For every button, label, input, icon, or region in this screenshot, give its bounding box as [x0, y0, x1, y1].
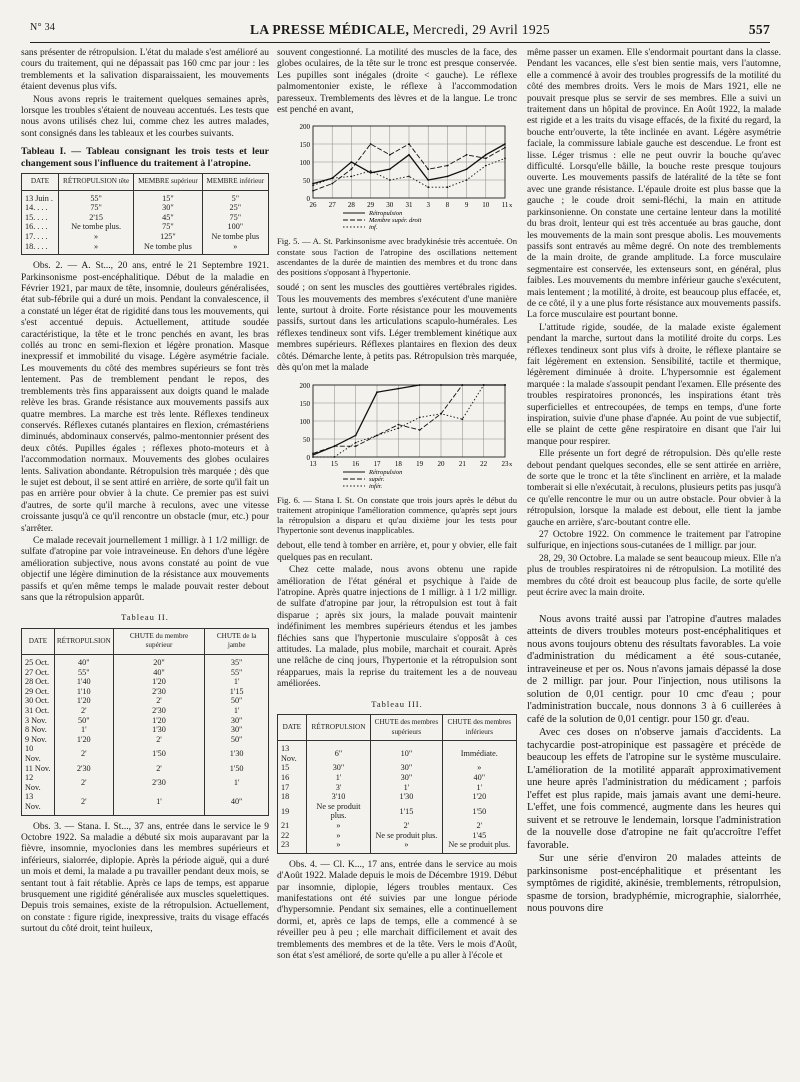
- data-point: [351, 169, 353, 171]
- table-cell: 13 Nov.: [22, 792, 55, 815]
- col-header: DATE: [278, 715, 307, 741]
- paragraph: Chez cette malade, nous avons obtenu une rapide amélioration de l'état général et psychique à l'aide de l'atropine. Après quatre injections de 1 milligr. à 1 1/2 milligr. de sulfate d'atropine par jour, la rétropulsion est tout à fait disparue ; après six jours, la malade pouvait maintenir indéfiniment les membres supérieurs étendus et les jambes fléchies sans que l'hypertonie musculaire s'opposât à ces attitudes. La malade, plus mobile, marchait et courait. Après une relâche de cinq jours, l'hypertonie et la rétropulsion sont réapparues, mais la reprise du traitement les a de nouveau améliorées.: [277, 565, 517, 690]
- y-tick-label: 150: [299, 141, 310, 150]
- paragraph: soudé ; on sent les muscles des gouttières vertébrales rigides. Tous les mouvements des membres s'exécutent d'une manière lente, surtout à droite. Forte résistance pour les mouvements passifs, surtout dans les articulations scapulo-humérales. Les réflexes tendineux sont vifs. Léger tremblement kinétique aux membres supérieurs. Réflexes plantaires en flexion des deux côtés. Démarche lente, à petits pas. Rétropulsion très marquée, dès qu'on met la malade: [277, 283, 517, 374]
- table-cell: 10": [371, 741, 442, 764]
- x-tick-label: 13: [309, 459, 317, 468]
- table-cell: »: [202, 242, 268, 255]
- data-point: [389, 180, 391, 182]
- paragraph: souvent congestionné. La motilité des muscles de la face, des globes oculaires, de la tête sur le tronc est presque conservée. Les pupilles sont inégales (droite < gauche). Le réflexe palmomentonier existe, le réflexe à l'accommodation paresseux. Tremblements des lèvres et de la langue. Le tronc est penché en avant,: [277, 48, 517, 116]
- paragraph: Avec ces doses on n'observe jamais d'accidents. La tachycardie post-atropinique est passagère et précède de beaucoup les effets de l'atropine sur le système musculaire. L'amélioration de la motilité apparaît approximativement une heure après l'administration du médicament ; parfois l'effet est plus rapide, mais jamais avant une demi-heure. L'effet, une fois commencé, augmente dans les heures qui suivent et se retrouve le lendemain, lorsque l'administration de la nouvelle dose d'atropine ne fait qu'accroître l'effet favorable.: [527, 727, 781, 851]
- table-cell: 1'30: [371, 792, 442, 802]
- table1-title: Tableau I. — Tableau consignant les trois tests et leur changement sous l'influence du traitement à l'atropine.: [21, 146, 269, 169]
- table-cell: 40": [205, 792, 269, 815]
- table-cell: 1'45: [442, 831, 516, 841]
- table-cell: 2'30: [113, 706, 205, 716]
- x-tick-label: 26: [309, 201, 317, 210]
- data-point: [370, 171, 372, 173]
- table-cell: 15. . . .: [22, 213, 59, 223]
- table-row: [22, 706, 269, 716]
- table-cell: Ne se produit plus.: [371, 831, 442, 841]
- figure-6-chart: [277, 379, 517, 491]
- table-row: [22, 725, 269, 735]
- journal-name: LA PRESSE MÉDICALE,: [250, 22, 410, 37]
- table2-title: Tableau II.: [121, 612, 169, 623]
- table-cell: 2'30: [54, 764, 113, 774]
- table-cell: 30": [205, 725, 269, 735]
- table-cell: 21: [278, 821, 307, 831]
- data-point: [466, 180, 468, 182]
- table-row: [22, 668, 269, 678]
- table-cell: 30": [306, 763, 371, 773]
- table-cell: 6": [306, 741, 371, 764]
- data-point: [447, 165, 449, 167]
- col-header: RÉTROPULSION: [54, 628, 113, 654]
- x-tick-label: 11: [501, 201, 509, 210]
- table-row: [278, 741, 517, 764]
- issue-date: Mercredi, 29 Avril 1925: [412, 22, 550, 37]
- data-point: [447, 176, 449, 178]
- table-row: [278, 773, 517, 783]
- table-cell: 2': [54, 773, 113, 792]
- legend-label: Rétropulsion: [369, 468, 403, 476]
- running-header: [30, 22, 770, 43]
- data-point: [466, 169, 468, 171]
- table-row: [278, 840, 517, 853]
- table-cell: 16: [278, 773, 307, 783]
- table-cell: Ne tombe plus.: [59, 222, 134, 232]
- x-tick-label: 17: [373, 459, 381, 468]
- table-cell: 17. . . .: [22, 232, 59, 242]
- col-header: MEMBRE supérieur: [134, 174, 202, 191]
- figure-6: [277, 379, 517, 491]
- table-cell: Ne tombe plus: [202, 232, 268, 242]
- table-cell: »: [59, 242, 134, 255]
- figure-5-caption: Fig. 5. — A. St. Parkinsonisme avec bradykinésie très accentuée. On constate sous l'action de l'atropine des oscillations nettement ascendantes de la durée de maintien des membres et du tronc dans des positions s'opposant à l'hypertonie.: [277, 236, 517, 278]
- table-row: [278, 792, 517, 802]
- data-point: [461, 384, 463, 386]
- table-cell: 25 Oct.: [22, 655, 55, 668]
- data-point: [440, 384, 442, 386]
- table-cell: 3'10: [306, 792, 371, 802]
- legend-label: inf.: [369, 224, 378, 232]
- table-cell: 2': [54, 744, 113, 763]
- table-row: [278, 821, 517, 831]
- data-point: [312, 183, 314, 185]
- table-cell: »: [371, 840, 442, 853]
- table-cell: 1'15: [371, 802, 442, 821]
- table2-body: [22, 655, 269, 816]
- data-point: [504, 147, 506, 149]
- figure-5-chart: [277, 120, 517, 232]
- x-tick-label: 3: [426, 201, 430, 210]
- table-cell: 13 Juin .: [22, 190, 59, 203]
- legend-label: infér.: [369, 482, 383, 490]
- table3: [277, 714, 517, 854]
- legend-label: Membre supér. droit: [369, 217, 422, 225]
- x-tick-label: 9: [464, 201, 469, 210]
- table-row: [22, 232, 269, 242]
- x-tick-label: 16: [352, 459, 360, 468]
- table-cell: 3 Nov.: [22, 716, 55, 726]
- table-cell: 13 Nov.: [278, 741, 307, 764]
- table-cell: 1': [205, 706, 269, 716]
- y-tick-label: 200: [299, 381, 310, 390]
- table-cell: 100": [202, 222, 268, 232]
- table-cell: 1'20: [442, 792, 516, 802]
- table-cell: »: [306, 821, 371, 831]
- data-point: [427, 187, 429, 189]
- table-cell: 40": [442, 773, 516, 783]
- table-row: [22, 213, 269, 223]
- table1: [21, 173, 269, 255]
- data-point: [331, 178, 333, 180]
- x-tick-label: 29: [367, 201, 375, 210]
- data-point: [397, 387, 399, 389]
- table-cell: 30 Oct.: [22, 696, 55, 706]
- data-point: [312, 456, 314, 458]
- figure-6-caption: Fig. 6. — Stana I. St. On constate que trois jours après le début du traitement atropinique l'amélioration commence, qu'après sept jours la rétropulsion a disparu et qu'au dixième jour les tests pour l'hypertonie sont devenus inapplicables.: [277, 494, 517, 536]
- table-cell: 1'20: [113, 677, 205, 687]
- x-tick-label: 20: [437, 459, 445, 468]
- paragraph: debout, elle tend à tomber en arrière, et, pour y obvier, elle fait quelques pas en reculant.: [277, 541, 517, 563]
- table-row: [22, 222, 269, 232]
- legend-label: supér.: [369, 475, 385, 483]
- data-point: [408, 144, 410, 146]
- table-cell: 17: [278, 783, 307, 793]
- col-header: CHUTE du membre supérieur: [113, 628, 205, 654]
- table-cell: 2'15: [59, 213, 134, 223]
- table-cell: 2': [54, 706, 113, 716]
- data-point: [485, 154, 487, 156]
- table-header-row: [22, 628, 269, 654]
- table1-body: [22, 190, 269, 255]
- table-cell: 8 Nov.: [22, 725, 55, 735]
- table-row: [22, 792, 269, 815]
- observation-4: Obs. 4. — Cl. K..., 17 ans, entrée dans le service au mois d'Août 1922. Malade depuis le mois de Décembre 1919. Début par insomnie, diplopie, légers troubles mentaux. Ces manifestations ont été suivies par une longue période d'hypersomnie. Pendant six semaines, elle a continuellement dormi, et, après ce laps de temps, elle a commencé à se réveiller peu à peu ; elle marchait difficilement et avait des tremblements des membres et de la tête. Vers le mois d'Août, son état s'est amélioré, de sorte qu'elle a pu aller à l'école et: [277, 859, 517, 961]
- table-row: [22, 773, 269, 792]
- table-cell: »: [306, 840, 371, 853]
- table-cell: 50": [205, 735, 269, 745]
- table-cell: 2': [371, 821, 442, 831]
- y-tick-label: 200: [299, 123, 310, 132]
- col-header: CHUTE des membres inférieurs: [442, 715, 516, 741]
- table-cell: 1': [205, 773, 269, 792]
- observation-2: Obs. 2. — A. St..., 20 ans, entré le 21 Septembre 1921. Parkinsonisme post-encéphalitique. Début de la maladie en Février 1921, par maux de tête, insomnie, douleurs généralisées, état sub-fébrile qui a duré un mois. Pendant la convalescence, il a constaté un léger état de rigidité dans tous les mouvements, qui s'est accentué depuis. Actuellement, attitude soudée caractéristique, la tête et le tronc penchés en avant, les bras collés au tronc en semi-flexion et légère pronation. Masque inexpressif et immobilité du visage. Légère asymétrie faciale. Les mouvements du côté des membres supérieurs se font très lentement. Pas de tremblement pendant le repos, des tremblements très fins apparaissent aux doigts quand le malade relève les bras. Grande résistance aux mouvements passifs aux quatre membres. La marche est très lente. Réflexes tendineux conservés. Réflexes cutanés plantaires en flexion, crémastériens diminués, abdominaux conservés, palmo-mentonnier présent des deux côtés. Pupilles égales ; réflexes photo-moteurs et à l'accommodation normaux. Mouvements des globes oculaires lents. Salivation abondante. Rétropulsion très marquée ; dès que le sujet est debout, il se sent attiré en arrière, de sorte qu'il fait un pas en arrière pour obvier à la chute. Ce premier pas est suivi d'autres, de sorte qu'il marche à reculons, avec une vitesse croissante jusqu'à ce qu'il rencontre un obstacle (mur, etc.) pour s'arrêter.: [21, 261, 269, 534]
- issue-number: N° 34: [30, 22, 56, 33]
- table-cell: 1'50: [205, 764, 269, 774]
- table-row: [22, 677, 269, 687]
- data-point: [504, 158, 506, 160]
- x-tick-label: 22: [480, 459, 488, 468]
- y-tick-label: 100: [299, 159, 310, 168]
- data-point: [504, 144, 506, 146]
- table-cell: 55": [205, 668, 269, 678]
- table-cell: 50": [54, 716, 113, 726]
- table-cell: 27 Oct.: [22, 668, 55, 678]
- table-row: [278, 831, 517, 841]
- data-point: [427, 180, 429, 182]
- table2: [21, 628, 269, 816]
- observation-3: Obs. 3. — Stana. I. St..., 37 ans, entrée dans le service le 9 Octobre 1922. Sa maladie a débuté six mois auparavant par la fièvre, insomnie, myoclonies dans les membres supérieurs et inférieurs, sialorrée, diplopie. Après la période aiguë, qui a duré un mois et demi, la malade a pu travailler pendant deux mois, se sentant tout à fait rétablie. Après ce laps de temps, est apparue brusquement une rigidité généralisée aux muscles squelettiques. Depuis trois semaines, existe de la rétropulsion. Actuellement, on constate : figure rigide, inexpressive, traits du visage effacés surtout du côté droit, teint huileux,: [21, 821, 269, 935]
- x-tick-label: 31: [405, 201, 413, 210]
- table-cell: 29 Oct.: [22, 687, 55, 697]
- table-cell: Ne tombe plus: [134, 242, 202, 255]
- paragraph: Nous avons traité aussi par l'atropine d'autres malades atteints de divers troubles moteurs post-encéphalitiques et nous avons toujours obtenu des résultats favorables. La voie d'administration du médicament a été sous-cutanée, intraveineuse et per os. Nous n'avons jamais dépassé la dose de 2 milligr. par jour. Pour l'injection, nous utilisons la solution de 0,01 centigr. pour 10 cmc d'eau ; pour l'administration buccale, nous donnons 3 à 6 cuillerées à café de la solution de 0,01 centigr. pour 150 gr. d'eau.: [527, 613, 781, 725]
- y-tick-label: 100: [299, 417, 310, 426]
- data-point: [408, 154, 410, 156]
- table-cell: 30": [205, 716, 269, 726]
- table-cell: 1'50: [113, 744, 205, 763]
- x-tick-label: 21: [458, 459, 466, 468]
- data-point: [312, 190, 314, 192]
- data-point: [376, 434, 378, 436]
- table-row: [22, 242, 269, 255]
- y-tick-label: 150: [299, 399, 310, 408]
- data-point: [461, 418, 463, 420]
- table-cell: 1'50: [442, 802, 516, 821]
- table-row: [22, 655, 269, 668]
- table-cell: 30": [371, 773, 442, 783]
- data-point: [408, 176, 410, 178]
- col-header: CHUTE des membres supérieurs: [371, 715, 442, 741]
- table-cell: 14. . . .: [22, 203, 59, 213]
- table-cell: 15: [278, 763, 307, 773]
- x-axis-suffix: x: [509, 460, 513, 468]
- table-cell: 1': [442, 783, 516, 793]
- data-point: [419, 429, 421, 431]
- table-row: [22, 696, 269, 706]
- table-row: [22, 764, 269, 774]
- data-point: [419, 384, 421, 386]
- data-point: [397, 423, 399, 425]
- table-cell: 125": [134, 232, 202, 242]
- data-point: [397, 427, 399, 429]
- column-middle: [277, 48, 517, 1068]
- data-point: [440, 412, 442, 414]
- journal-title: [30, 22, 770, 38]
- table-cell: 40": [113, 668, 205, 678]
- table-cell: 75": [202, 213, 268, 223]
- table-cell: 18: [278, 792, 307, 802]
- paragraph: Ce malade recevait journellement 1 milligr. à 1 1/2 milligr. de sulfate d'atropine par voie intraveineuse. En dehors d'une légère amélioration subjective, nous avons constaté au point de vue objectif une légère diminution de la résistance aux mouvements passifs et qu'en même temps le malade pouvait rester debout sans que la rétropulsion apparût.: [21, 535, 269, 603]
- paragraph: sans présenter de rétropulsion. L'état du malade s'est amélioré au cours du traitement, qui ne dépassait pas 160 cmc par jour : les tremblements et la salivation disparaissaient, les mouvements étaient devenus plus vifs.: [21, 48, 269, 93]
- table-cell: »: [306, 831, 371, 841]
- table-header-row: [22, 174, 269, 191]
- table-cell: 2': [113, 696, 205, 706]
- table-cell: 12 Nov.: [22, 773, 55, 792]
- table-cell: 10 Nov.: [22, 744, 55, 763]
- table3-title: Tableau III.: [371, 698, 423, 709]
- paragraph: 28, 29, 30 Octobre. La malade se sent beaucoup mieux. Elle n'a plus de troubles respiratoires ni de rétropulsion. La motilité des membres du côté droit est beaucoup plus facile, de sorte qu'elle peut écrire avec la main droite.: [527, 553, 781, 599]
- y-tick-label: 0: [306, 195, 310, 204]
- x-tick-label: 23: [501, 459, 509, 468]
- col-header: DATE: [22, 174, 59, 191]
- data-point: [355, 441, 357, 443]
- x-tick-label: 27: [328, 201, 336, 210]
- data-point: [370, 144, 372, 146]
- table-cell: 35": [205, 655, 269, 668]
- paragraph: 27 Octobre 1922. On commence le traitement par l'atropine sulfurique, en injections sous-cutanées de 1 milligr. par jour.: [527, 530, 781, 552]
- table-cell: 18. . . .: [22, 242, 59, 255]
- data-point: [312, 185, 314, 187]
- table-cell: 1': [306, 773, 371, 783]
- table-row: [22, 190, 269, 203]
- table-cell: 30": [134, 203, 202, 213]
- table-cell: 2': [113, 735, 205, 745]
- data-point: [355, 445, 357, 447]
- x-tick-label: 19: [416, 459, 424, 468]
- table-row: [278, 763, 517, 773]
- paragraph: Elle présente un fort degré de rétropulsion. Dès qu'elle reste debout pendant quelques secondes, elle se sent attirée en arrière, de sorte que le tronc et la tête s'inclinent en arrière, et la malade tomberait si elle n'exécutait, à reculons, plusieurs petits pas jusqu'à ce qu'elle rencontre le mur ou un autre obstacle. Pour obvier à la rétropulsion, lorsque la malade est debout, elle tient la jambe gauche en arrière, s'arc-boutant contre elle.: [527, 449, 781, 528]
- table-cell: 45": [134, 213, 202, 223]
- data-point: [389, 154, 391, 156]
- paragraph: même passer un examen. Elle s'endormait pourtant dans la classe. Pendant les vacances, elle s'est bien sentie mais, vers l'automne, elle a commencé à avoir des troubles progressifs de la motilité du côté des membres droits. Vers le mois de Mars 1921, elle ne pouvait presque plus se servir de ses membres. Elle a suivi un traitement dans un hôpital de province. En Août 1922, la malade est rigide et a les traits du visage effacés, de la fixité du regard, la bouche entr'ouverte, la tête inclinée en avant. Légère asymétrie faciale, la commissure labiale gauche est descendue. Le front est lisse. Léger trismus : elle ne peut ouvrir la bouche qu'avec difficulté. Lorsqu'elle bâille, la bouche reste presque toujours ouverte. Les mouvements passifs de latéralité de la tête se font avec une grande résistance. L'épaule droite est plus basse que la gauche ; le coude droit semi-fléchi, la main en attitude parkinsonienne. On constate une certaine lenteur dans la motilité du bras droit, lenteur qui est très accentuée au bras gauche, dont les mouvements de la main sont presque abolis. Les mouvements passifs sont entravés au même degré. On note des tremblements de la main droite, de grande amplitude. La force musculaire segmentaire est conservée, les extenseurs sont, en général, plus faibles. Les mouvements du membre inférieur gauche s'exécutent, mais lentement ; la motilité, à droite, est beaucoup plus effacée, et, de ce côté, il y a une plus forte résistance aux mouvements passifs. La force musculaire est pourtant bonne.: [527, 48, 781, 321]
- column-left: [21, 48, 269, 1068]
- data-point: [466, 154, 468, 156]
- legend-label: Rétropulsion: [369, 210, 403, 218]
- x-tick-label: 28: [347, 201, 355, 210]
- table-cell: 30": [371, 763, 442, 773]
- paragraph: Sur une série d'environ 20 malades atteints de parkinsonisme post-encéphalitique et présentant les symptômes de rigidité, akinésie, tremblements, rétropulsion, spasme de torsion, bradyphémie, micrographie, sialorrhée, nous pouvons dire: [527, 853, 781, 914]
- col-header: RÉTROPULSION: [306, 715, 371, 741]
- table-cell: 1'30: [205, 744, 269, 763]
- table-cell: 1'40: [54, 677, 113, 687]
- conclusion-section: [527, 614, 781, 916]
- data-point: [351, 176, 353, 178]
- table-cell: 11 Nov.: [22, 764, 55, 774]
- data-point: [485, 158, 487, 160]
- table-cell: »: [442, 763, 516, 773]
- data-point: [483, 384, 485, 386]
- table-cell: 2': [54, 792, 113, 815]
- x-tick-label: 10: [482, 201, 490, 210]
- data-point: [355, 434, 357, 436]
- table-cell: 25": [202, 203, 268, 213]
- table-cell: 1'20: [54, 735, 113, 745]
- table-cell: 1': [113, 792, 205, 815]
- data-point: [351, 162, 353, 164]
- table-cell: »: [59, 232, 134, 242]
- table-cell: 40": [54, 655, 113, 668]
- table-cell: 75": [59, 203, 134, 213]
- table-cell: 9 Nov.: [22, 735, 55, 745]
- table-cell: 1'20: [113, 716, 205, 726]
- table-cell: 1'20: [54, 696, 113, 706]
- page-number: 557: [748, 22, 770, 37]
- table-cell: 75": [134, 222, 202, 232]
- table-cell: 1': [371, 783, 442, 793]
- table-header-row: [278, 715, 517, 741]
- data-point: [389, 169, 391, 171]
- data-point: [376, 391, 378, 393]
- table-cell: Immédiate.: [442, 741, 516, 764]
- x-tick-label: 30: [386, 201, 394, 210]
- table-cell: Ne se produit plus.: [442, 840, 516, 853]
- paragraph: L'attitude rigide, soudée, de la malade existe également pendant la marche, surtout dans la motilité droite du corps. Les réflexes tendineux sont plus vifs à droite, le réflexe plantaire se fait légèrement en extension. Sensibilité, tactile et thermique, légèrement diminuée à droite. L'hypersomnie est également marquée : la malade s'assoupit pendant l'examen. Elle présente des troubles respiratoires prononcés, les inspirations étant très superficielles et entrecoupées, de temps en temps, d'une forte inspiration, suivie d'une phase d'apnée. Au point de vue subjectif, elle se plaint de cette gêne respiratoire en disant que l'air lui manque pour respirer.: [527, 322, 781, 447]
- table-row: [278, 783, 517, 793]
- table-row: [22, 735, 269, 745]
- series-line: [313, 385, 505, 455]
- table-cell: 15": [134, 190, 202, 203]
- table-cell: 55": [59, 190, 134, 203]
- table-cell: 28 Oct.: [22, 677, 55, 687]
- data-point: [447, 187, 449, 189]
- table-cell: 1': [205, 677, 269, 687]
- y-tick-label: 50: [303, 177, 310, 186]
- table-cell: 22: [278, 831, 307, 841]
- table-cell: 23: [278, 840, 307, 853]
- table-row: [22, 744, 269, 763]
- paragraph: Nous avons repris le traitement quelques semaines après, lorsque les troubles s'étaient de nouveau accentués. Les tests que nous avons utilisés chez lui, comme chez les autres malades, sont consignés dans les tableaux et les courbes suivants.: [21, 94, 269, 139]
- table-cell: 19: [278, 802, 307, 821]
- table-cell: 5": [202, 190, 268, 203]
- table-cell: 20": [113, 655, 205, 668]
- col-header: CHUTE de la jambe: [205, 628, 269, 654]
- table-row: [278, 802, 517, 821]
- data-point: [370, 172, 372, 174]
- data-point: [419, 416, 421, 418]
- data-point: [333, 456, 335, 458]
- table-cell: 16. . . .: [22, 222, 59, 232]
- data-point: [331, 183, 333, 185]
- table-row: [22, 716, 269, 726]
- column-right: [527, 48, 781, 1068]
- x-tick-label: 8: [445, 201, 450, 210]
- table-cell: 2'30: [113, 773, 205, 792]
- data-point: [312, 452, 314, 454]
- data-point: [427, 169, 429, 171]
- col-header: MEMBRE inférieur: [202, 174, 268, 191]
- data-point: [333, 445, 335, 447]
- y-tick-label: 50: [303, 435, 310, 444]
- data-point: [485, 165, 487, 167]
- table-cell: 2': [442, 821, 516, 831]
- table-cell: 1'10: [54, 687, 113, 697]
- table-cell: 55": [54, 668, 113, 678]
- col-header: DATE: [22, 628, 55, 654]
- table-row: [22, 687, 269, 697]
- table-cell: 31 Oct.: [22, 706, 55, 716]
- table-cell: 2': [113, 764, 205, 774]
- col-header: RÉTROPULSION tête: [59, 174, 134, 191]
- table-cell: 2'30: [113, 687, 205, 697]
- figure-5: [277, 120, 517, 232]
- table-cell: 1'15: [205, 687, 269, 697]
- x-tick-label: 15: [330, 459, 338, 468]
- x-tick-label: 18: [394, 459, 402, 468]
- table-row: [22, 203, 269, 213]
- table-cell: Ne se produit plus.: [306, 802, 371, 821]
- x-axis-suffix: x: [509, 202, 513, 210]
- table-cell: 1'30: [113, 725, 205, 735]
- table-cell: 3': [306, 783, 371, 793]
- data-point: [504, 384, 506, 386]
- y-tick-label: 0: [306, 453, 310, 462]
- table-cell: 50": [205, 696, 269, 706]
- table3-body: [278, 741, 517, 854]
- table-cell: 1': [54, 725, 113, 735]
